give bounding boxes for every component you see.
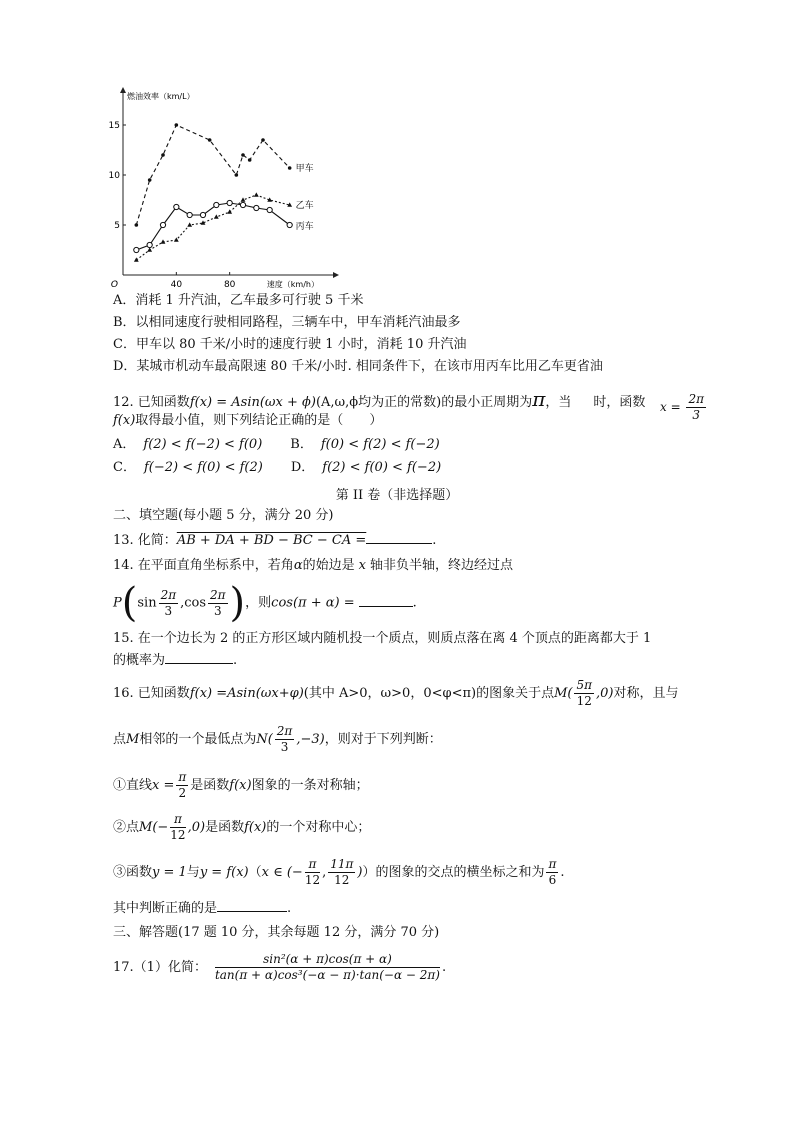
j3-y1: y = 1 [152, 865, 187, 880]
q14-intro: 14. 在平面直角坐标系中，若角 [113, 558, 294, 573]
j3-x: x ∈ (− [261, 865, 303, 880]
q14-period: . [412, 595, 417, 611]
series-point [148, 178, 152, 182]
q12-choice-c-label: C． [113, 460, 136, 475]
q12-choice-a: f(2) < f(−2) < f(0) [143, 437, 263, 452]
j3-period: . [560, 865, 565, 880]
q16-N-frac [275, 724, 295, 755]
q14-frac-2-num: 2π [210, 587, 226, 602]
q16-M-den: 12 [576, 694, 592, 708]
j3-num-2: 11π [330, 857, 354, 871]
j3-frac-1 [305, 857, 320, 888]
q12-choice-d-label: D． [290, 460, 315, 475]
series-point [227, 200, 232, 205]
option-a: A．消耗 1 升汽油，乙车最多可行驶 5 千米 [113, 293, 364, 308]
q12-condition: (A,ω,ϕ均为正的常数)的最小正周期为 [315, 395, 533, 410]
j1-intro: ①直线 [113, 778, 153, 793]
j3-comma: , [322, 865, 327, 880]
j2-is: 是函数 [205, 820, 245, 835]
q16-condition: (其中 A>0，ω>0，0<φ<π)的图象关于点 [303, 686, 555, 701]
q16-answer-blank[interactable] [217, 911, 287, 912]
j3-and: 与 [186, 865, 200, 880]
q12-choices-row2 [113, 459, 441, 477]
section-3-heading: 三、解答题(17 题 10 分，其余每题 12 分，满分 70 分) [113, 925, 440, 940]
series-point [160, 222, 165, 227]
q16-function: f(x) =Asin(ωx+φ) [189, 686, 304, 701]
series-point [254, 192, 259, 196]
chart-axes [120, 87, 339, 278]
q12-x-den: 3 [692, 408, 701, 422]
q12-choice-a-label: A． [113, 437, 136, 452]
question-17 [113, 948, 446, 988]
q16-M-frac [574, 678, 594, 709]
series-point [175, 123, 179, 127]
series-point [214, 214, 219, 218]
j3-frac-3 [546, 857, 558, 888]
question-15-line1: 15. 在一个边长为 2 的正方形区域内随机投一个质点，则质点落在离 4 个顶点的距离都大于 1 [113, 631, 652, 646]
j1-is: 是函数 [190, 778, 230, 793]
q14-frac-1-den: 3 [164, 603, 173, 618]
series-point [134, 257, 139, 261]
q14-lparen: ( [121, 580, 138, 626]
volume-2-title: 第 II 卷（非选择题） [335, 488, 459, 503]
q12-choices-row1 [113, 436, 440, 454]
series-point [241, 153, 245, 157]
x-axis-title: 速度（km/h） [266, 280, 319, 289]
q14-P: P [113, 595, 122, 611]
series-point [254, 205, 259, 210]
j3-lparen: （ [248, 865, 262, 880]
series-point [134, 247, 139, 252]
q12-choice-c: f(−2) < f(0) < f(2) [143, 460, 263, 475]
q16-M-num: 5π [576, 678, 593, 692]
q17-frac [215, 952, 440, 983]
series-point [248, 158, 252, 162]
j2-rest: 的一个对称中心； [266, 820, 371, 835]
j2-M: M(− [139, 820, 169, 835]
y-axis-title: 燃油效率（km/L） [127, 92, 195, 101]
option-d: D．某城市机动车最高限速 80 千米/小时. 相同条件下，在该市用丙车比用乙车更省油 [113, 359, 603, 374]
judgment-3 [113, 855, 565, 891]
j3-frac-2 [328, 857, 355, 888]
j3-den-1: 12 [304, 873, 321, 887]
y-tick-label: 10 [108, 171, 120, 181]
q14-initial-side: 的始边是 [302, 558, 355, 573]
q12-function: f(x) = Asin(ωx + ϕ) [189, 395, 316, 410]
judge-question [113, 900, 291, 918]
series-point [161, 153, 165, 157]
q16-M-open: M( [554, 686, 573, 701]
judgment-1 [113, 768, 369, 804]
j3-num-1: π [305, 857, 320, 873]
j1-frac [176, 770, 188, 801]
q16-N-close: ,−3) [296, 732, 325, 747]
q16-judge-intro: ，则对于下列判断： [324, 732, 442, 747]
q15-answer-blank[interactable] [165, 663, 233, 664]
question-14-line2 [113, 580, 417, 626]
q16-M-close: ,0) [596, 686, 614, 701]
series-point [261, 138, 265, 142]
q12-prompt: 取得最小值，则下列结论正确的是（ [135, 413, 344, 428]
judge-prompt: 其中判断正确的是 [113, 901, 218, 916]
series-point [174, 204, 179, 209]
q16-point: 点 [113, 732, 127, 747]
q14-rparen: ) [229, 580, 246, 626]
series-point [267, 207, 272, 212]
q12-x-num: 2π [688, 392, 704, 406]
q14-frac-1 [159, 588, 179, 619]
series-point [214, 202, 219, 207]
q12-when: ，当 [545, 395, 572, 410]
x-axis-arrow [333, 272, 339, 278]
q14-alpha: α [293, 558, 303, 573]
q12-x-label: x = [660, 400, 681, 414]
q12-choice-b-label: B． [290, 437, 313, 452]
q14-expression: cos(π + α) = [271, 595, 355, 611]
q12-x-value [660, 392, 708, 423]
q16-symmetric: 对称，且与 [613, 686, 679, 701]
q17-period: . [441, 960, 447, 975]
series-point [147, 242, 152, 247]
option-c: C．甲车以 80 千米/小时的速度行驶 1 小时，消耗 10 升汽油 [113, 337, 467, 352]
q12-intro: 12. 已知函数 [113, 395, 190, 410]
q13-period: . [432, 533, 437, 548]
series-point [235, 173, 239, 177]
question-12-line1 [113, 387, 646, 412]
x-tick-label: 80 [223, 280, 236, 290]
j1-rest: 图象的一条对称轴； [251, 778, 369, 793]
origin-label: O [110, 280, 118, 290]
judgment-2 [113, 810, 370, 846]
j3-intro: ③函数 [113, 865, 153, 880]
q14-sin: sin [137, 595, 157, 611]
series-label-0: 甲车 [295, 164, 314, 174]
judge-period: . [287, 901, 292, 916]
section-2-heading: 二、填空题(每小题 5 分，满分 20 分) [113, 508, 334, 523]
question-15-line2 [113, 652, 237, 670]
q15-period: . [233, 653, 238, 668]
series-label-2: 丙车 [295, 222, 314, 232]
q14-frac-1-num: 2π [160, 587, 177, 602]
q14-terminal: 轴非负半轴，终边经过点 [369, 558, 513, 573]
j3-close: ) [357, 865, 363, 880]
j2-intro: ②点 [113, 820, 140, 835]
question-12-line2 [113, 412, 382, 430]
q17-num: sin²(α + π)cos(π + α) [215, 952, 440, 968]
q16-N-open: N( [256, 732, 273, 747]
q17-den: tan(π + α)cos³(−α − π)·tan(−α − 2π) [214, 968, 440, 982]
series-point [200, 212, 205, 217]
q13-intro: 13. 化简： [113, 533, 177, 548]
j3-y2: y = f(x) [199, 865, 249, 880]
j2-f: f(x) [244, 820, 267, 835]
series-point [227, 209, 232, 213]
q12-fx: f(x) [113, 413, 136, 428]
series-point [187, 222, 192, 226]
j2-M-close: ,0) [187, 820, 206, 835]
series-point [135, 223, 139, 227]
y-axis-arrow [120, 87, 126, 93]
question-16-line1 [113, 676, 679, 712]
j2-den: 12 [170, 828, 186, 842]
q17-intro: 17.（1）化简： [113, 960, 207, 975]
j1-den: 2 [178, 786, 187, 800]
question-16-line2 [113, 722, 442, 758]
j1-f: f(x) [229, 778, 252, 793]
series-point [208, 138, 212, 142]
q15-prompt: 的概率为 [113, 653, 166, 668]
j3-den-3: 6 [548, 873, 557, 887]
series-line-1 [136, 195, 289, 260]
fuel-efficiency-chart [108, 90, 353, 290]
j2-num: π [170, 812, 185, 828]
q16-point-M: M [126, 732, 140, 747]
y-tick-label: 5 [114, 221, 120, 231]
j2-frac [170, 812, 185, 843]
series-point [240, 202, 245, 207]
q12-time-function: 时，函数 [593, 395, 646, 410]
q13-vector-expression: AB + DA + BD − BC − CA = [176, 533, 367, 548]
q12-close-paren: ） [369, 413, 383, 428]
j1-num: π [178, 770, 187, 784]
series-point [187, 212, 192, 217]
j3-num-3: π [548, 857, 557, 871]
q14-answer-blank[interactable] [359, 606, 413, 607]
series-point [241, 197, 246, 201]
q14-then: ，则 [245, 595, 272, 611]
q14-frac-2 [208, 588, 228, 619]
q12-x-fraction [686, 392, 706, 423]
question-14-line1 [113, 557, 513, 575]
chart-labels-layer [109, 91, 319, 290]
q16-intro: 16. 已知函数 [113, 686, 190, 701]
q12-choice-d: f(2) < f(0) < f(−2) [322, 460, 442, 475]
option-b: B．以相同速度行驶相同路程，三辆车中，甲车消耗汽油最多 [113, 315, 461, 330]
chart-series-layer [134, 123, 293, 262]
q12-pi: π [532, 387, 546, 411]
j3-rest: ）的图象的交点的横坐标之和为 [362, 865, 545, 880]
q14-frac-2-den: 3 [213, 603, 222, 618]
q16-N-den: 3 [280, 740, 289, 754]
y-tick-label: 15 [108, 121, 120, 131]
x-tick-label: 40 [170, 280, 183, 290]
series-point [287, 222, 292, 227]
q13-answer-blank[interactable] [366, 543, 432, 544]
j1-x: x = [152, 778, 175, 793]
q16-N-num: 2π [276, 724, 293, 738]
q12-choice-b: f(0) < f(2) < f(−2) [320, 437, 440, 452]
series-point [288, 166, 292, 170]
question-13 [113, 532, 436, 550]
q14-x: x [358, 558, 366, 573]
q14-cos: ,cos [180, 595, 207, 611]
j3-den-2: 12 [334, 873, 350, 887]
series-label-1: 乙车 [295, 201, 314, 211]
q16-adjacent: 相邻的一个最低点为 [139, 732, 257, 747]
